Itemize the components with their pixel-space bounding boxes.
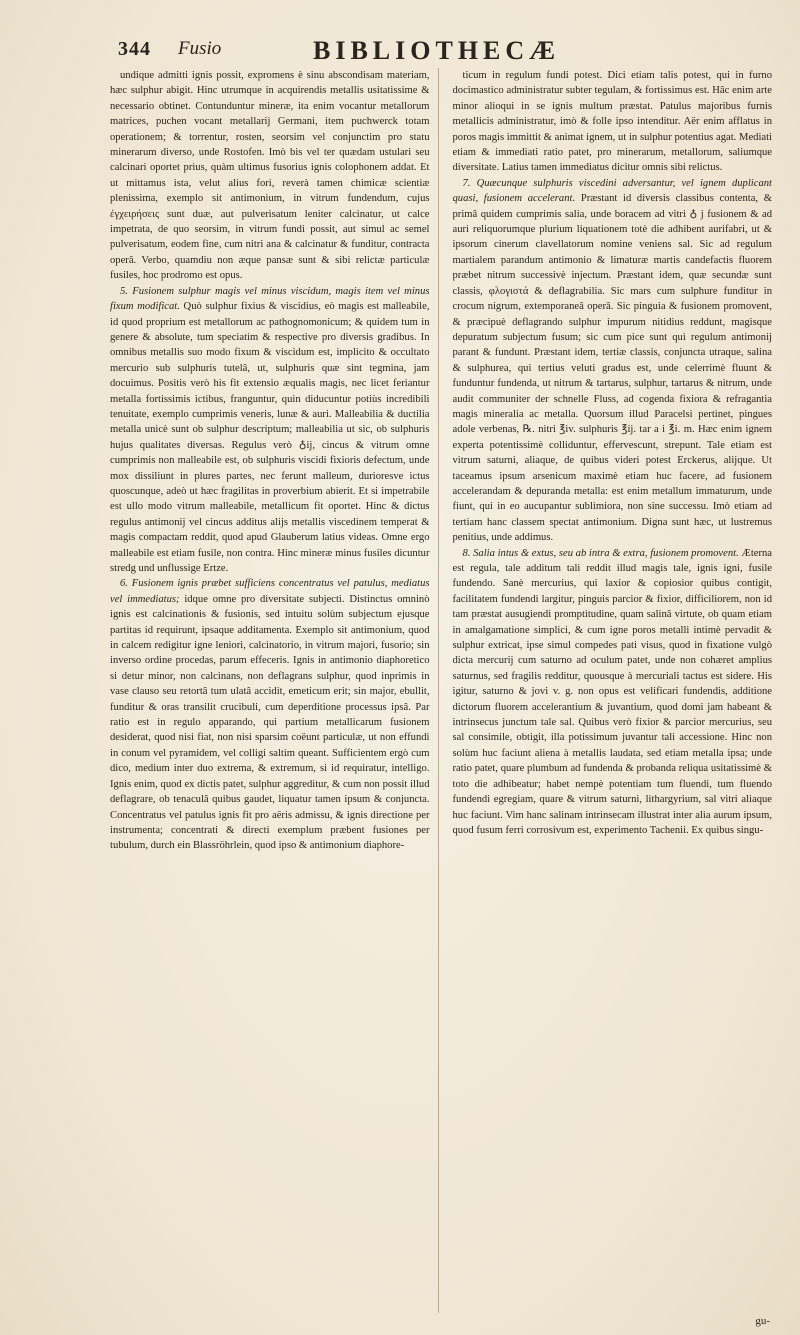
paragraph-text: undique admitti ignis possit, expromens è sinu abscondisam materiam, hæc sulphur abigit. Hinc utrumque in acquirendis metallis usitatissime & necessario obtinet. Contunduntur mineræ, ita enim vocantur metallorum matrices, puchen vocant metallarij Germani, item puchwerck totam operationem; & torrentur, rosten, seorsim vel conjunctim pro statu minerarum diverso, unde Rostofen. Imò bis vel ter quædam ustulari seu calcinari oportet prius, quàm ultimus fusorius ignis colophonem addat. Et ut mittamus ista, velut alius fori, reverà tamen chimicæ scientiæ plenissima, exemplo sit antimonium, in vitrum fundendum, cujus ἐγχειρήσεις sunt duæ, aut pulverisatum leniter calcinatur, ut calce impetrata, de quo seorsim, in vitrum fundi possit, aut simul ac semel pulverisatum, eodem fine, cum nitri ana & calcinatur & funditur, contracta operâ. Verbo, quamdiu non æque pansæ sunt & sibi relictæ particulæ fusiles, hoc prodromo est opus. [110,70,430,282]
paragraph [110,576,430,853]
thesis-statement: 8. Salia intus & extus, seu ab intra & extra, fusionem promovent. [462,547,739,559]
running-head-title: BIBLIOTHECÆ [313,36,561,65]
paragraph [110,68,430,284]
page-number: 344 [118,38,151,60]
paragraph-text: Præstant id diversis classibus contenta, & primâ quidem cumprimis salia, unde boracem ad vitri ♁ j fusionem & ad auri reliquorumque plurium liquationem totè die adhibent aurifabri, ut & ipsorum cinerum clavellatorum nomine veniens sal. Sic ad regulum martialem parandum antimonio & limaturæ martis candefactis fluorem præbet nitrum successivè injectum. Præstant idem, quæ secundæ sunt classis, φλογιστά & deflagrabilia. Sic mars cum sulphure funditur in crocum nigrum, extemporaneâ operâ. Sic pinguia & fusionem promovent, & præcipuè deflagrando sulphur impurum nitidius reddunt, magisque depuratum subjectum fusum; sic cum pice sunt qui regulum antimonij parant & fundunt. Præstant idem, tertiæ classis, conjuncta utraque, salina & sulphurea, qui tertius veluti gradus est, unde celerrimè fluunt & funduntur fundenda, ut nitrum & tartarus, sulphur, tartarus & nitrum, unde audit communiter der schnelle Fluss, ad cogenda fixiora & refragantia magis mineralia ac metalla. Quorsum illud Paracelsi pertinet, pingues adole verbenas, ℞. nitri ℥iv. sulphuris ℥ij. tar a i ℥i. m. Hæc enim ignem experta potentissimè colliduntur, effervescunt, strepunt. Tale etiam est vitrum saturni, aliaque, de quibus videri potest Erckerus, alijque. Ut taceamus ipsum arsenicum maximè etiam huc facere, ad fusionem accelerandam & depuranda metalla: est enim metallum immaturum, unde fiunt, qui in eo aucupantur sublimiora, non sine successu. Imò etiam ad tertiam hanc classem spectat antimonium. Digna sunt hæc, ut lustremus penitius, unde addimus. [452,193,772,544]
text-columns [110,68,772,1313]
running-head [118,38,760,68]
thesis-statement: 7. Quæcunque sulphuris viscedini adversantur, vel ignem duplicant quasi, fusionem accelerant. [452,177,772,205]
paragraph [110,284,430,577]
left-column [110,68,439,1313]
paragraph-text: Æterna est regula, tale additum tali reddit illud magis tale, ignis igni, fusile fundendo. Sanè mercurius, qui laxior & copiosior quibus contigit, facilitatem fundendi largitur, pinguis parcior & fixior, difficiliorem, non id tam præstat ausugiendi promptitudine, quam salinâ virtute, ob quam etiam in amalgamatione simplici, & cum igne poros metalli intimè pervadit & sulphur extricat, ipse simul compedes pati visus, quod in fixatione vulgò dicta mercurij cum saturno ad oculum patet, unde non cohæret amplius saturnus, sed fragilis redditur, quousque à mercuriali tactus est sidere. His igitur, saturno & jovi v. g. non opus est velificari fundendis, additione dictorum fluorem accelerantium & juvantium, quod domi jam habeant & intrinsecus junctum tale sal. Quibus verò fixior & parcior mercurius, seu sal consimile, obtigit, illa potissimum juvantur tali accessione. Hinc non solùm huc faciunt aliena à metallis laudata, sed etiam metalla ipsa; unde ratio patet, quare plumbum ad fundenda & probanda reliqua usitatissimè & toto die adhibeatur; habet nempè potentiam tum fluendi, tum fluendo fundendi egregiam, quare & vitrum saturni, lithargyrium, sal vitri aliaque huc faciunt. Vim hanc salinam intrinsecam illustrat inter alia aurum ipsum, quod fusum ferri corrosivum est, experimento Tachenii. Ex quibus singu- [452,547,772,836]
paragraph [453,176,773,546]
right-column [453,68,773,1313]
paragraph-text: idque omne pro diversitate subjecti. Distinctus omninò ignis est calcinationis & fusionis, sed intuitu solùm subjectum ejusque partitas id requirunt, ipsaque additamenta. Exemplo sit antimonium, quod in calcem redigitur igne leniori, calcinatorio, in vitrum majori, fusorio; sin inverso ordine procedas, parum effeceris. Ignis in antimonio diaphoretico si detur minor, non calcinans, non deflagrans sulphur, quod inprimis in vase clauso seu retortâ tum ulatâ accidit, emeticum erit; sin major, ebullit, funditur & oras transilit crucibuli, cum deperditione processus ipsâ. Par ratio est in regulo apparando, qui partium metallicarum fusionem desiderat, quod nisi fiat, non nisi sparsim coëunt particulæ, ut non effundi in conum vel pyramidem, vel colligi saltim queant. Sufficientem ergò cum dico, medium inter duo extrema, & extremum, si id requiratur, intelligo. Ignis enim, quod ex dictis patet, sulphur aggreditur, & cum non possit illud deflagrare, ob tenaculâ quibus gaudet, liquatur tamen ipsum & conjuncta. Concentratus vel patulus ignis fit pro aëris admissu, & ignis directione per instrumenta; concentrati & directi exemplum præbent fusiones per tubulum, durch ein Blassröhrlein, quod ipso & antimonium diaphore- [110,593,430,852]
thesis-statement: 6. Fusionem ignis præbet sufficiens concentratus vel patulus, mediatus vel immediatus; [110,578,430,605]
paragraph [453,546,773,839]
running-head-keyword: Fusio [178,38,222,59]
catchword: gu- [755,1315,770,1327]
thesis-statement: 5. Fusionem sulphur magis vel minus viscidum, magis item vel minus fixum modificat. [110,285,430,313]
paragraph-text: Quò sulphur fixius & viscidius, eò magis est malleabile, id quod proprium est metallorum ac pathognomonicum; & quidem tum in genere & absolute, tum speciatim & respective pro diversis gradibus. In omnibus metallis suo modo fixum & viscidum est, implicito & occultato mercurio sub sulphuris tutelâ, ut, sulphuris quæ sint tegmina, jam docuimus. Positis verò his fit extensio æqualis magis, nec licet feriantur metalla fortissimis ictibus, franguntur, quin diducuntur potiùs incredibili tenuitate, exemplo cumprimis veneris, lunæ & auri. Malleabilia & ductilia metalla unicè sunt ob sulphur descriptum; malleabilia ut sic, ob sulphuris hujus qualitates diversas. Regulus verò ♁ij, cincus & vitrum omne cumprimis non malleabile est, ob sulphuris viscidi fixioris defectum, unde mox dissiliunt in plures partes, nec ferunt malleum, durioresve ictus quoscunque, adeò ut hæc fragilitas in proverbium abierit. Et si impetrabile est ullo modo vitrum malleabile, metallicum fit oportet. Hinc & dictus regulus antimonij vel cincus additus alijs metallis viscedinem temperat & magis compactam reddit, quod apud Glauberum latius videas. Omne ergo malleabile est etiam fusile, non contra. Hinc mineræ minus fusiles dicuntur stredg und unflussige Ertze. [110,301,430,574]
paragraph-text: ticum in regulum fundi potest. Dici etiam talis potest, qui in furno docimastico administratur subter tegulam, & fortissimus est. Hâc enim arte minor alioqui in se ignis multum præstat. Patulus majoribus furnis metallicis administratur, imò & folle ipso intenditur. Aër enim afflatus in poros magis immittit & animat ignem, ut in sulphur potentius agat. Mediati etiam & immediati ratio patet, pro minerarum, metallorum, saliumque diversitate. Latius tamen immediatus dicitur omnis sibi relictus. [452,70,772,174]
paragraph [453,68,773,176]
